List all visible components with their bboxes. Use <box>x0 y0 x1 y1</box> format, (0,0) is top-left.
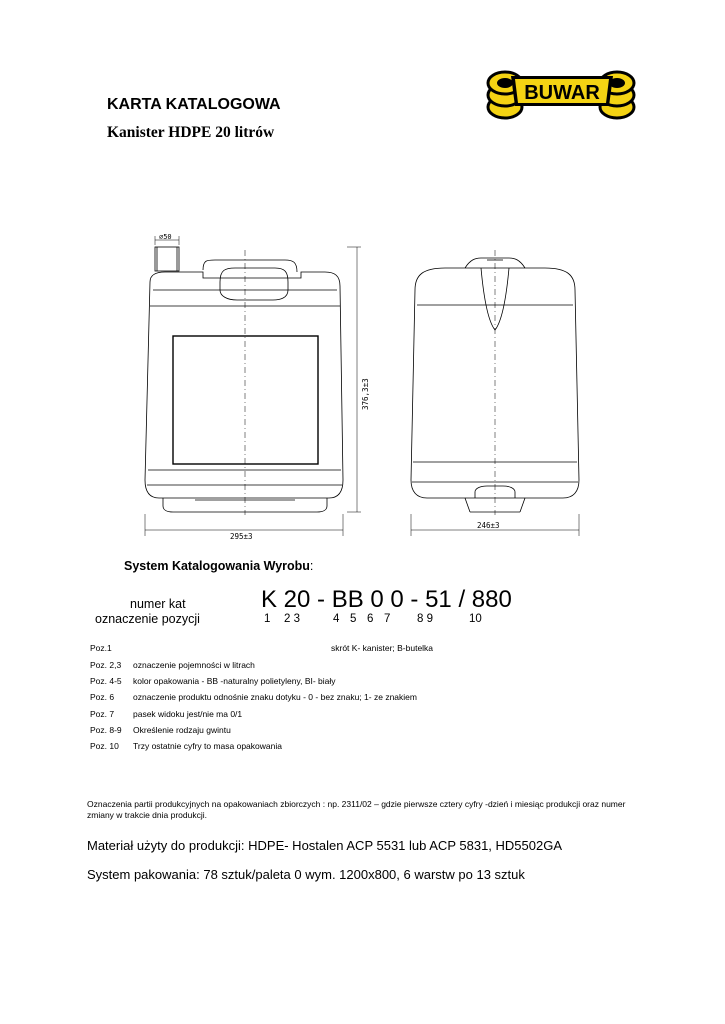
dim-height-label: 376,3±3 <box>361 378 370 410</box>
system-title-text: System Katalogowania Wyrobu <box>124 559 310 573</box>
material-info: Materiał użyty do produkcji: HDPE- Hostalen ACP 5531 lub ACP 5831, HD5502GA <box>87 838 562 853</box>
poz-label: Poz. 8-9 <box>90 725 122 735</box>
position-number: 7 <box>384 613 391 625</box>
canister-technical-drawing <box>125 230 595 550</box>
poz-label: Poz. 10 <box>90 741 119 751</box>
dim-depth-label: 246±3 <box>477 521 500 530</box>
position-number: 10 <box>469 613 482 625</box>
position-number: 5 <box>350 613 357 625</box>
logo-text: BUWAR <box>524 82 600 104</box>
position-number: 6 <box>367 613 374 625</box>
poz-label: Poz. 2,3 <box>90 660 122 670</box>
buwar-logo <box>485 62 637 120</box>
catalog-code: K 20 - BB 0 0 - 51 / 880 <box>261 586 512 613</box>
position-number: 1 <box>264 613 271 625</box>
poz-description: Trzy ostatnie cyfry to masa opakowania <box>133 741 282 751</box>
poz-description: oznaczenie pojemności w litrach <box>133 660 255 670</box>
poz-description: kolor opakowania - BB -naturalny polietyleny, BI- biały <box>133 676 336 686</box>
position-number: 8 9 <box>417 613 433 625</box>
position-label: oznaczenie pozycji <box>95 612 200 626</box>
catalog-number-label: numer kat <box>130 597 186 611</box>
document-title: KARTA KATALOGOWA <box>107 96 281 113</box>
poz-description: oznaczenie produktu odnośnie znaku dotyku - 0 - bez znaku; 1- ze znakiem <box>133 692 417 702</box>
dim-width-label: 295±3 <box>230 532 253 541</box>
document-subtitle: Kanister HDPE 20 litrów <box>107 124 275 141</box>
poz-description: skrót K- kanister; B-butelka <box>331 643 434 653</box>
position-number: 4 <box>333 613 340 625</box>
dim-neck-label: ⌀50 <box>159 233 172 241</box>
poz-label: Poz. 6 <box>90 692 115 702</box>
poz-description: Określenie rodzaju gwintu <box>133 725 231 735</box>
side-view <box>411 250 579 536</box>
front-view <box>145 236 361 536</box>
poz-description: pasek widoku jest/nie ma 0/1 <box>133 709 243 719</box>
packing-info: System pakowania: 78 sztuk/paleta 0 wym. 1200x800, 6 warstw po 13 sztuk <box>87 867 525 882</box>
batch-note: Oznaczenia partii produkcyjnych na opakowaniach zbiorczych : np. 2311/02 – gdzie pierwsze cztery cyfry -dzień i miesiąc produkcji oraz numer zmiany w trakcie dnia produkcji. <box>87 799 626 820</box>
poz-label: Poz. 4-5 <box>90 676 122 686</box>
position-number: 2 3 <box>284 613 300 625</box>
system-title <box>124 559 313 573</box>
system-title-colon: : <box>309 559 314 573</box>
poz-label: Poz. 7 <box>90 709 115 719</box>
poz-label: Poz.1 <box>90 643 112 653</box>
